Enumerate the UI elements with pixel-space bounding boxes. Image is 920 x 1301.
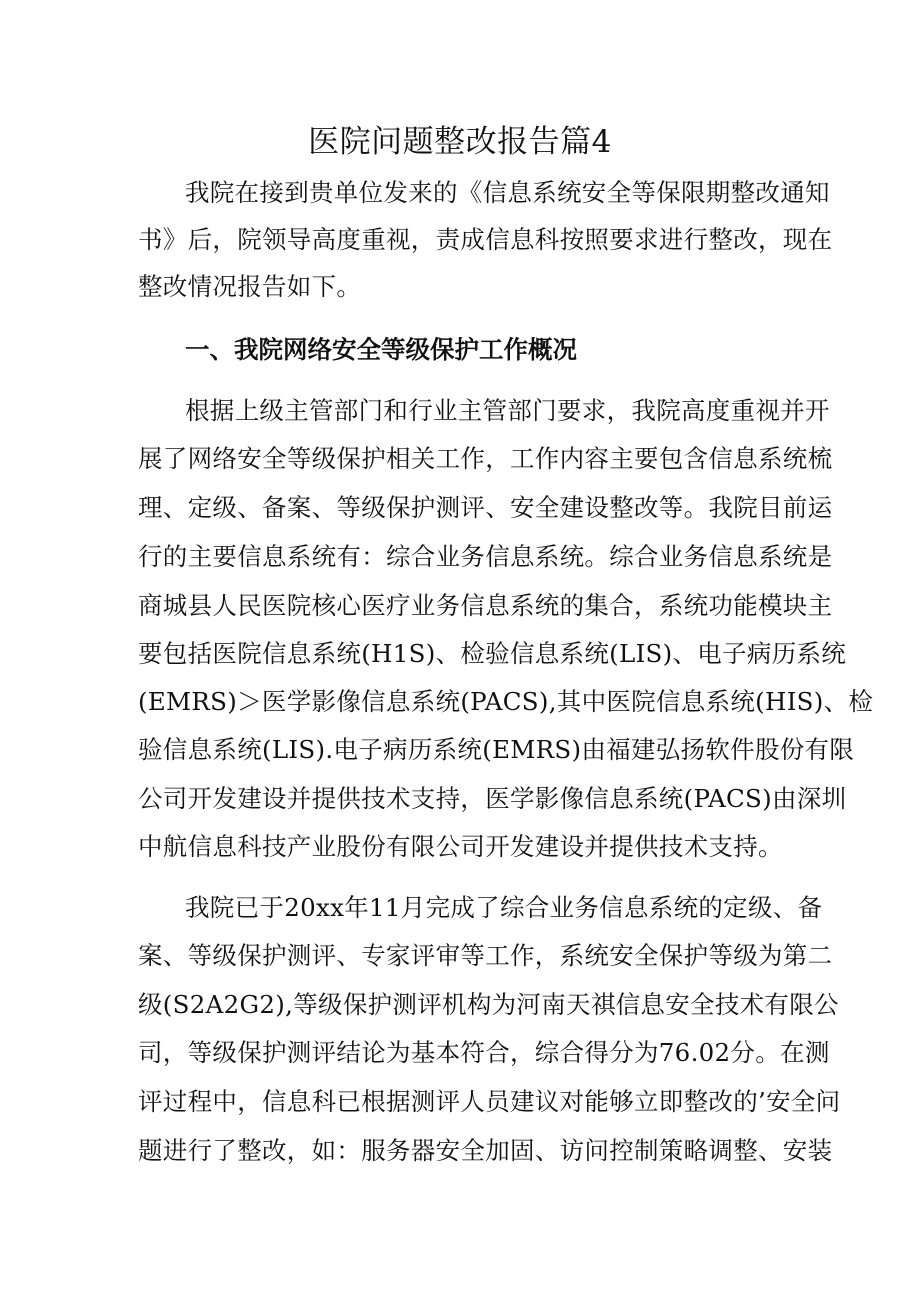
para2-line-3: 级(S2A2G2),等级保护测评机构为河南天祺信息安全技术有限公: [138, 990, 839, 1019]
intro-line-2: 书》后，院领导高度重视，责成信息科按照要求进行整改，现在: [138, 225, 833, 254]
para1-line-2: 展了网络安全等级保护相关工作，工作内容主要包含信息系统梳: [138, 444, 833, 473]
section-heading: 一、我院网络安全等级保护工作概况: [185, 335, 577, 364]
para2-line-5: 评过程中，信息科已根据测评人员建议对能够立即整改的’安全问: [138, 1087, 841, 1116]
para1-line-3: 理、定级、备案、等级保护测评、安全建设整改等。我院目前运: [138, 493, 833, 522]
intro-line-3: 整改情况报告如下。: [138, 272, 362, 301]
para2-line-1: 我院已于20xx年11月完成了综合业务信息系统的定级、备: [185, 893, 823, 922]
para1-line-10: 中航信息科技产业股份有限公司开发建设并提供技术支持。: [138, 832, 783, 861]
para1-line-9: 公司开发建设并提供技术支持，医学影像信息系统(PACS)由深圳: [138, 784, 847, 813]
intro-line-1: 我院在接到贵单位发来的《信息系统安全等保限期整改通知: [185, 178, 830, 207]
para1-line-1: 根据上级主管部门和行业主管部门要求，我院高度重视并开: [185, 396, 830, 425]
para2-line-6: 题进行了整改，如：服务器安全加固、访问控制策略调整、安装: [138, 1136, 833, 1165]
para1-line-4: 行的主要信息系统有：综合业务信息系统。综合业务信息系统是: [138, 542, 833, 571]
document-title: 医院问题整改报告篇4: [308, 124, 612, 160]
para2-line-4: 司，等级保护测评结论为基本符合，综合得分为76.02分。在测: [138, 1038, 830, 1067]
para1-line-7: (EMRS)＞医学影像信息系统(PACS),其中医院信息系统(HIS)、检: [138, 687, 874, 716]
para2-line-2: 案、等级保护测评、专家评审等工作，系统安全保护等级为第二: [138, 941, 833, 970]
para1-line-5: 商城县人民医院核心医疗业务信息系统的集合，系统功能模块主: [138, 591, 833, 620]
para1-line-8: 验信息系统(LIS).电子病历系统(EMRS)由福建弘扬软件股份有限: [138, 735, 855, 764]
para1-line-6: 要包括医院信息系统(H1S)、检验信息系统(LIS)、电子病历系统: [138, 639, 847, 668]
